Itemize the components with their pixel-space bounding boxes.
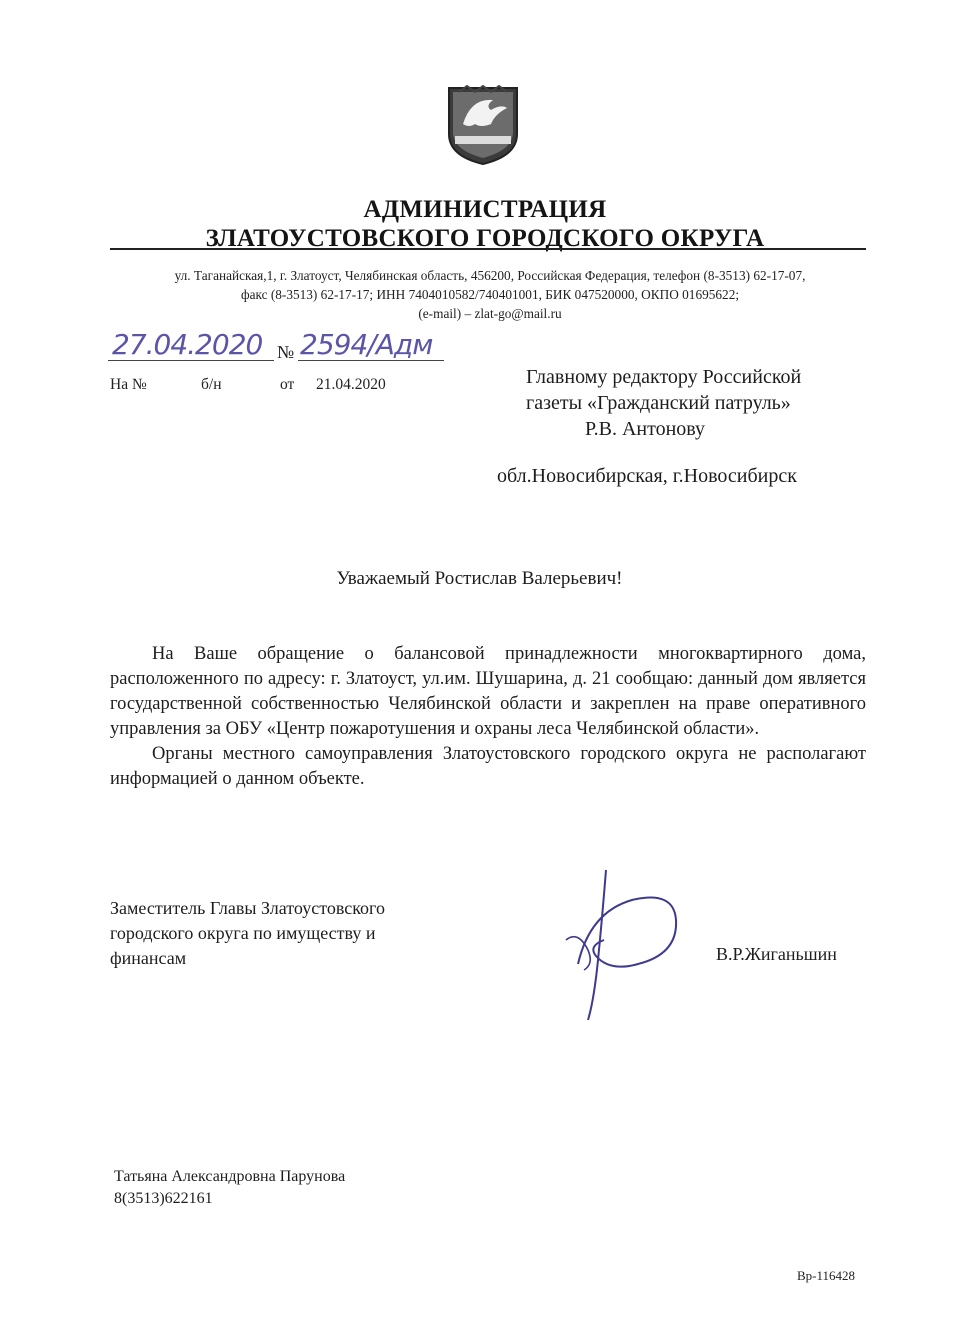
coat-of-arms-emblem	[445, 84, 521, 166]
executor-name: Татьяна Александровна Парунова	[114, 1168, 346, 1185]
from-label: от	[280, 376, 295, 393]
position-line3: финансам	[110, 948, 187, 968]
executor-block	[114, 1166, 345, 1210]
handwritten-registration-number: 2594/Адм	[300, 328, 433, 361]
position-line2: городского округа по имуществу и	[110, 923, 376, 943]
requisites-line1: ул. Таганайская,1, г. Златоуст, Челябинская область, 456200, Российская Федерация, телефон (8-3513) 62-17-07,	[174, 268, 806, 283]
signatory-name: В.Р.Жиганьшин	[716, 944, 837, 964]
requisites-line2: факс (8-3513) 62-17-17; ИНН 7404010582/740401001, БИК 047520000, ОКПО 01695622;	[240, 287, 740, 302]
handwritten-signature	[548, 860, 688, 1030]
organization-title-line1: АДМИНИСТРАЦИЯ	[363, 196, 607, 223]
signatory-position	[110, 896, 470, 971]
document-code: Вр-116428	[797, 1268, 856, 1283]
recipient-line3: Р.В. Антонову	[585, 418, 706, 440]
reply-to-label: На №	[110, 376, 147, 393]
reply-to-number: б/н	[201, 376, 222, 393]
organization-title-line2: ЗЛАТОУСТОВСКОГО ГОРОДСКОГО ОКРУГА	[205, 225, 765, 252]
body-paragraph-1: На Ваше обращение о балансовой принадлежности многоквартирного дома, расположенного по адресу: г. Златоуст, ул.им. Шушарина, д. 21 сообщаю: данный дом является государственной собственностью Челябинской области и закреплен на праве оперативного управления за ОБУ «Центр пожаротушения и охраны леса Челябинской области».	[110, 644, 866, 739]
executor-phone: 8(3513)622161	[114, 1190, 213, 1207]
recipient-location: обл.Новосибирская, г.Новосибирск	[497, 465, 797, 487]
recipient-line2: газеты «Гражданский патруль»	[526, 392, 791, 414]
reply-to-date: 21.04.2020	[316, 376, 386, 393]
number-underline	[298, 360, 444, 361]
salutation: Уважаемый Ростислав Валерьевич!	[336, 568, 623, 589]
letter-body	[110, 642, 866, 792]
number-sign: №	[277, 342, 295, 362]
position-line1: Заместитель Главы Златоустовского	[110, 898, 385, 918]
handwritten-registration-date: 27.04.2020	[112, 328, 263, 361]
body-paragraph-2: Органы местного самоуправления Златоустовского городского округа не располагают информацией о данном объекте.	[110, 744, 866, 789]
date-underline	[108, 360, 274, 361]
recipient-line1: Главному редактору Российской	[526, 366, 802, 388]
header-divider	[110, 248, 866, 250]
requisites-line3: (e-mail) – zlat-go@mail.ru	[418, 306, 562, 321]
